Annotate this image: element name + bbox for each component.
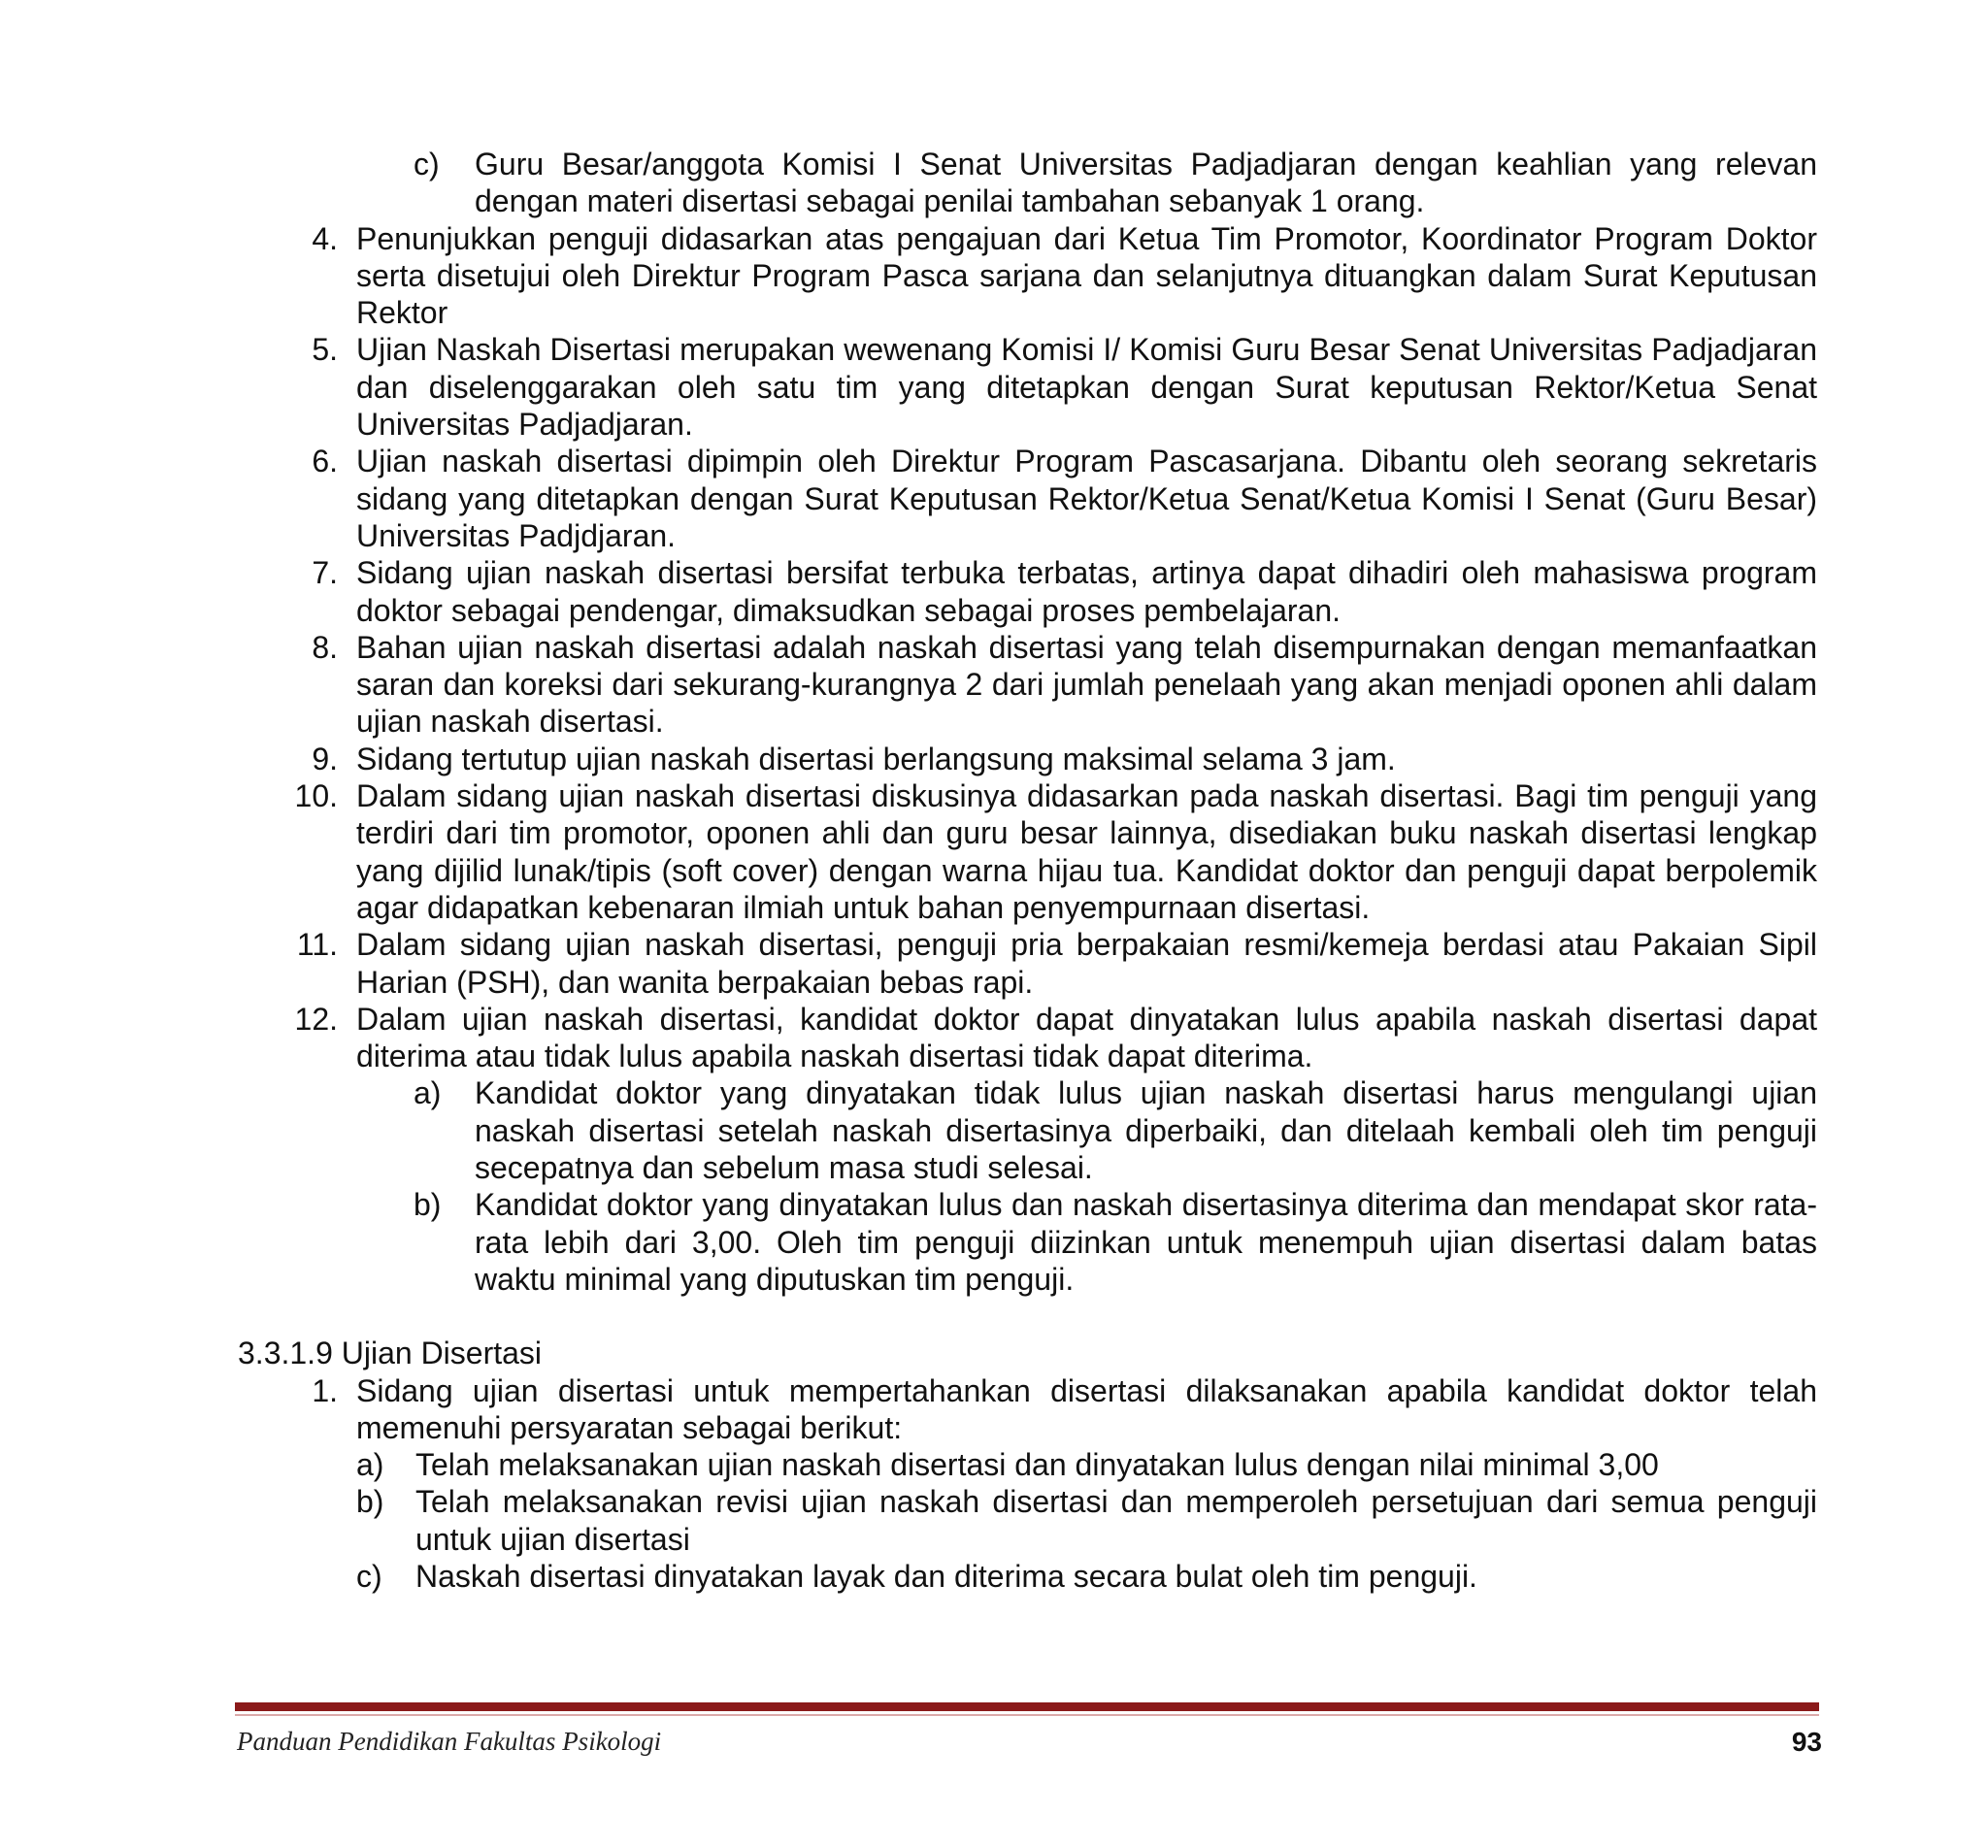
item-number: 12. bbox=[294, 1001, 338, 1037]
list-item-7 bbox=[312, 554, 1817, 629]
list-item-8 bbox=[312, 629, 1817, 741]
subitem-marker: c) bbox=[414, 147, 440, 182]
list-subitem-12b bbox=[414, 1186, 1817, 1298]
item-text: Sidang ujian naskah disertasi bersifat terbuka terbatas, artinya dapat dihadiri oleh mahasiswa program doktor sebagai pendengar, dimaksudkan sebagai proses pembelajaran. bbox=[356, 555, 1817, 628]
item-text: Dalam sidang ujian naskah disertasi, penguji pria berpakaian resmi/kemeja berdasi atau Pakaian Sipil Harian (PSH), dan wanita berpakaian bebas rapi. bbox=[356, 927, 1817, 1000]
section-subitem-c bbox=[356, 1558, 1817, 1595]
list-item-12 bbox=[294, 1001, 1817, 1075]
item-number: 5. bbox=[312, 332, 338, 368]
subitem-text: Telah melaksanakan revisi ujian naskah disertasi dan memperoleh persetujuan dari semua penguji untuk ujian disertasi bbox=[415, 1484, 1817, 1557]
section-subitem-a bbox=[356, 1446, 1817, 1483]
footer-rule-thin bbox=[235, 1714, 1819, 1716]
item-text: Sidang tertutup ujian naskah disertasi berlangsung maksimal selama 3 jam. bbox=[356, 741, 1396, 776]
subitem-marker: b) bbox=[414, 1187, 442, 1223]
subitem-marker: a) bbox=[414, 1075, 442, 1111]
page-number: 93 bbox=[1791, 1727, 1822, 1757]
subitem-text: Kandidat doktor yang dinyatakan lulus dan naskah disertasinya diterima dan mendapat skor rata-rata lebih dari 3,00. Oleh tim penguji diizinkan untuk menempuh ujian disertasi dalam batas waktu minimal yang diputuskan tim penguji. bbox=[475, 1187, 1817, 1297]
list-subitem-c-continuation bbox=[414, 146, 1817, 220]
item-number: 11. bbox=[296, 927, 338, 963]
item-number: 6. bbox=[312, 444, 338, 479]
item-text: Bahan ujian naskah disertasi adalah naskah disertasi yang telah disempurnakan dengan memanfaatkan saran dan koreksi dari sekurang-kurangnya 2 dari jumlah penelaah yang akan menjadi oponen ahli dalam ujian naskah disertasi. bbox=[356, 629, 1817, 740]
footer-rule bbox=[235, 1702, 1819, 1711]
item-number: 4. bbox=[312, 220, 338, 256]
subitem-text: Kandidat doktor yang dinyatakan tidak lulus ujian naskah disertasi harus mengulangi ujian naskah disertasi setelah naskah disertasinya diperbaiki, dan ditelaah kembali oleh tim penguji secepatnya dan sebelum masa studi selesai. bbox=[475, 1075, 1817, 1186]
item-number: 9. bbox=[312, 741, 338, 776]
item-text: Ujian naskah disertasi dipimpin oleh Direktur Program Pascasarjana. Dibantu oleh seorang sekretaris sidang yang ditetapkan dengan Surat Keputusan Rektor/Ketua Senat/Ketua Komisi I Senat (Guru Besar) Universitas Padjdjaran. bbox=[356, 444, 1817, 553]
item-number: 1. bbox=[312, 1372, 338, 1408]
item-number: 7. bbox=[312, 555, 338, 591]
list-subitem-12a bbox=[414, 1074, 1817, 1186]
list-item-6 bbox=[312, 443, 1817, 554]
item-text: Dalam sidang ujian naskah disertasi diskusinya didasarkan pada naskah disertasi. Bagi tim penguji yang terdiri dari tim promotor, oponen ahli dan guru besar lainnya, disediakan buku naskah disertasi lengkap yang dijilid lunak/tipis (soft cover) dengan warna hijau tua. Kandidat doktor dan penguji dapat berpolemik agar didapatkan kebenaran ilmiah untuk bahan penyempurnaan disertasi. bbox=[356, 778, 1817, 925]
section-list-item-1 bbox=[312, 1372, 1817, 1447]
list-item-4 bbox=[312, 220, 1817, 332]
subitem-marker: a) bbox=[356, 1447, 384, 1483]
item-number: 8. bbox=[312, 629, 338, 665]
item-text: Sidang ujian disertasi untuk mempertahankan disertasi dilaksanakan apabila kandidat doktor telah memenuhi persyaratan sebagai berikut: bbox=[356, 1372, 1817, 1445]
footer-title: Panduan Pendidikan Fakultas Psikologi bbox=[237, 1727, 662, 1756]
section-heading: 3.3.1.9 Ujian Disertasi bbox=[238, 1336, 543, 1371]
item-text: Ujian Naskah Disertasi merupakan wewenang Komisi I/ Komisi Guru Besar Senat Universitas Padjadjaran dan diselenggarakan oleh satu tim yang ditetapkan dengan Surat keputusan Rektor/Ketua Senat Universitas Padjadjaran. bbox=[356, 332, 1817, 443]
list-item-11 bbox=[296, 926, 1817, 1001]
page-content bbox=[0, 146, 1988, 1595]
subitem-text: Naskah disertasi dinyatakan layak dan diterima secara bulat oleh tim penguji. bbox=[415, 1558, 1477, 1594]
subitem-marker: c) bbox=[356, 1558, 382, 1594]
list-item-10 bbox=[294, 777, 1817, 926]
item-text: Penunjukkan penguji didasarkan atas pengajuan dari Ketua Tim Promotor, Koordinator Program Doktor serta disetujui oleh Direktur Program Pasca sarjana dan selanjutnya dituangkan dalam Surat Keputusan Rektor bbox=[356, 220, 1817, 331]
subitem-marker: b) bbox=[356, 1484, 384, 1520]
list-item-5 bbox=[312, 331, 1817, 443]
subitem-text: Telah melaksanakan ujian naskah disertasi dan dinyatakan lulus dengan nilai minimal 3,00 bbox=[415, 1447, 1659, 1483]
item-number: 10. bbox=[294, 778, 338, 814]
item-text: Dalam ujian naskah disertasi, kandidat doktor dapat dinyatakan lulus apabila naskah disertasi dapat diterima atau tidak lulus apabila naskah disertasi tidak dapat diterima. bbox=[356, 1001, 1817, 1074]
section-subitem-b bbox=[356, 1483, 1817, 1558]
subitem-text: Guru Besar/anggota Komisi I Senat Universitas Padjadjaran dengan keahlian yang relevan dengan materi disertasi sebagai penilai tambahan sebanyak 1 orang. bbox=[475, 147, 1817, 219]
list-item-9 bbox=[312, 741, 1817, 777]
